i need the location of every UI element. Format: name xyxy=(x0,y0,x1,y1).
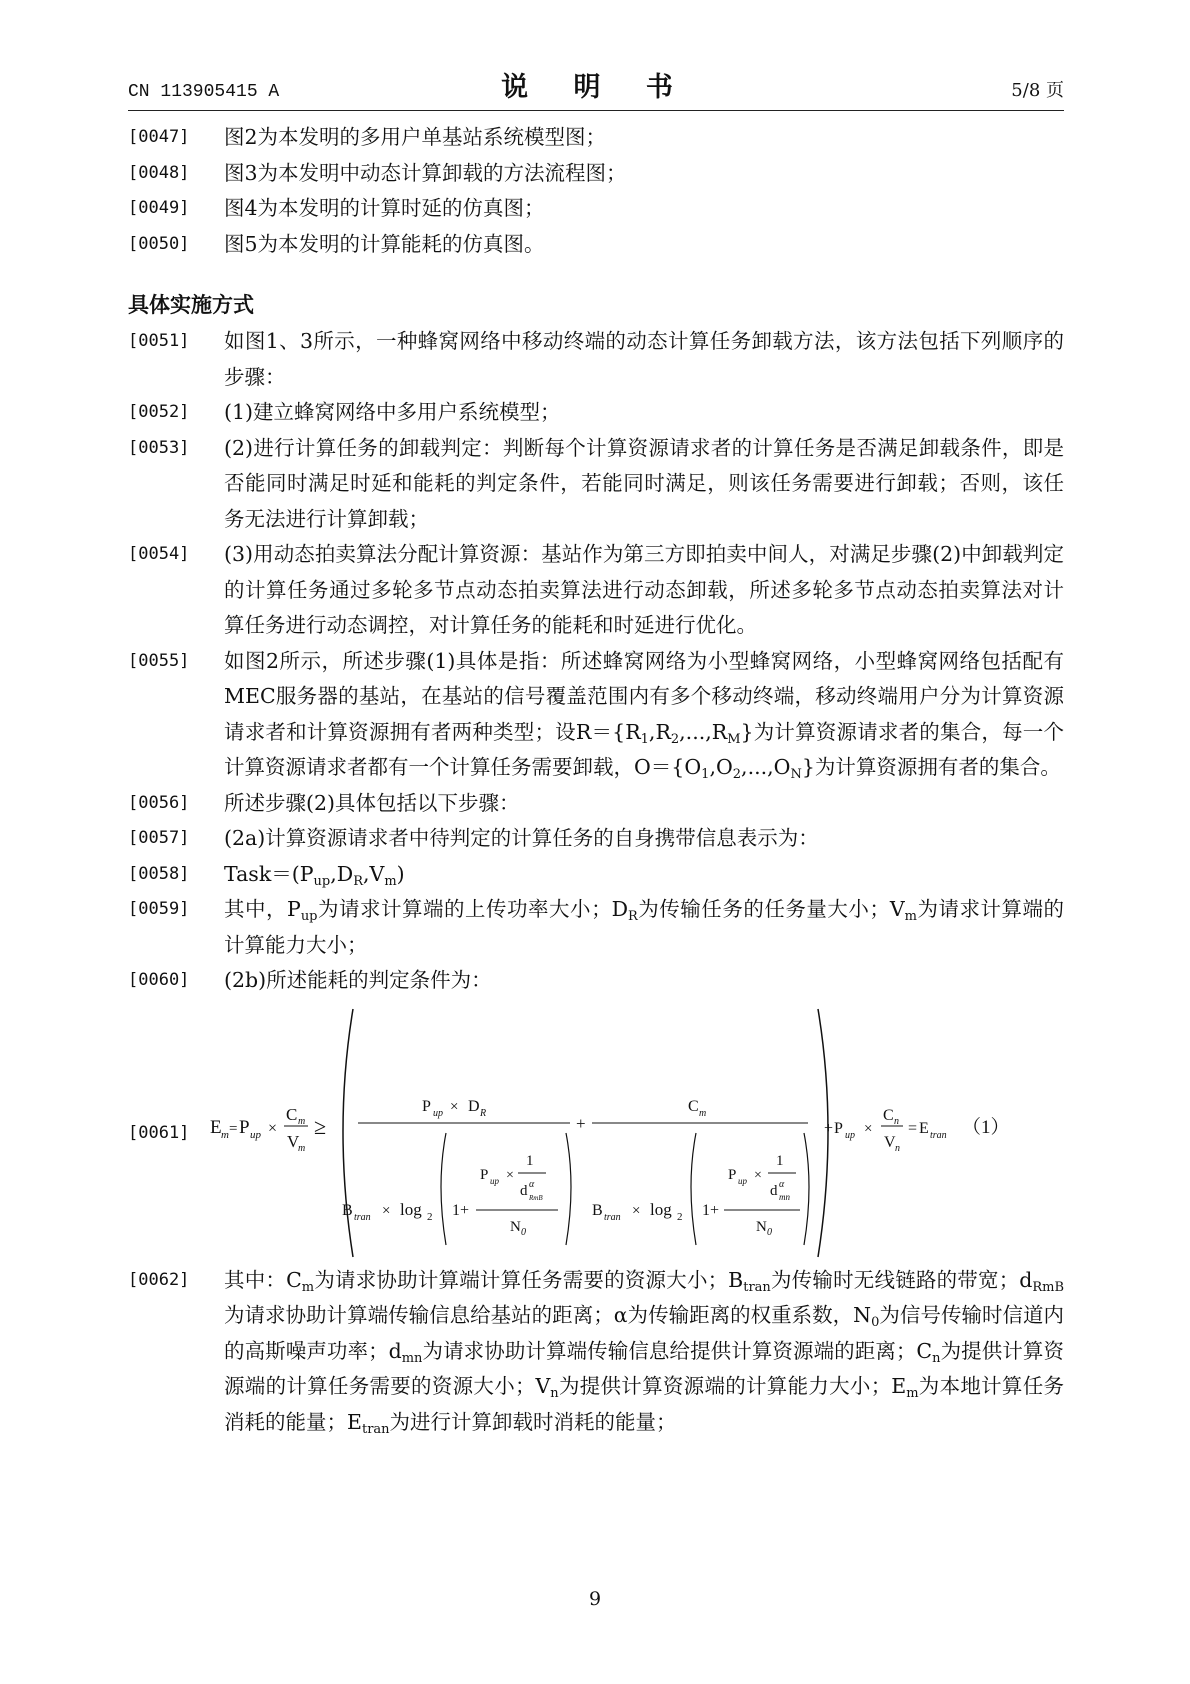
paragraph-number: [0047] xyxy=(128,127,190,147)
sym-D: D xyxy=(468,1097,480,1115)
sub-m: m xyxy=(298,1142,306,1154)
sym-times: × xyxy=(268,1119,278,1137)
paragraph-text: 其中，$P_{up}$为请求计算端的上传功率大小；$D_R$为传输任务的任务量大小；$V_m$为请求计算端的计算能力大小； xyxy=(224,897,1065,957)
sym-E: E xyxy=(210,1116,222,1138)
sym-P: P xyxy=(728,1166,737,1183)
paragraph-number: [0054] xyxy=(128,544,190,564)
paragraph-number: [0058] xyxy=(128,863,190,884)
paragraph-number: [0056] xyxy=(128,792,190,813)
task-tuple: $Task=(P_{up},D_R,V_m)$ xyxy=(224,861,405,889)
paragraph-0053 xyxy=(128,431,1064,538)
paragraph-text: 其中：$C_m$为请求协助计算端计算任务需要的资源大小；$B_{tran}$为传输时无线链路的带宽；$d_{RmB}$为请求协助计算端传输信息给基站的距离；α为传输距离的权重系数，$N_0$为信号传输时信道内的高斯噪声功率；$d_{mn}$为请求协助计算端传输信息给提供计算资源端的距离；$C_n$为提供计算资源端的计算任务需要的资源大小；$V_n$为提供计算资源端的计算能力大小；$E_m$为本地计算任务消耗的能量；$E_{tran}$为进行计算卸载时消耗的能量； xyxy=(224,1267,1065,1437)
sub-n: n xyxy=(894,1115,899,1127)
sub-up: up xyxy=(433,1107,443,1119)
paragraph-0055 xyxy=(128,644,1064,786)
page-footer xyxy=(0,1588,1190,1610)
sub-up: up xyxy=(738,1175,747,1186)
paragraph-0047 xyxy=(128,120,1064,156)
sym-eq: = xyxy=(908,1119,918,1137)
sym-log: log xyxy=(400,1199,422,1219)
paragraph-0057 xyxy=(128,821,1064,857)
paragraph-0059 xyxy=(128,892,1064,963)
paragraph-number: [0062] xyxy=(128,1269,190,1290)
sym-eq: = xyxy=(229,1120,238,1137)
sym-B: B xyxy=(342,1201,353,1219)
sub-RmB: RmB xyxy=(529,1193,543,1202)
sym-N: N xyxy=(510,1218,521,1235)
paragraph-text: 图4为本发明的计算时延的仿真图； xyxy=(224,196,545,220)
inner-paren-right xyxy=(566,1133,571,1245)
sub-n: n xyxy=(895,1142,900,1154)
sub-up: up xyxy=(845,1129,855,1141)
sub-tran: tran xyxy=(604,1211,621,1223)
sym-one: 1 xyxy=(776,1152,784,1169)
sym-P: P xyxy=(422,1097,431,1115)
page-header xyxy=(128,64,1064,108)
paragraph-number: [0048] xyxy=(128,162,190,183)
sub-up: up xyxy=(250,1128,261,1141)
paragraph-text: (1)建立蜂窝网络中多用户系统模型； xyxy=(224,400,561,424)
sym-P: P xyxy=(834,1119,843,1137)
energy-formula xyxy=(128,1005,1064,1263)
sup-alpha: α xyxy=(779,1178,785,1190)
paragraph-number: [0057] xyxy=(128,828,190,848)
sub-up: up xyxy=(490,1175,499,1186)
paragraph-0051 xyxy=(128,324,1064,395)
sym-log: log xyxy=(650,1199,672,1219)
page-number: 9 xyxy=(588,1588,602,1610)
sym-N: N xyxy=(756,1218,767,1235)
sym-C: C xyxy=(688,1097,699,1115)
sym-plus: + xyxy=(576,1113,586,1133)
sub-2: 2 xyxy=(427,1210,433,1223)
paragraph-0048 xyxy=(128,156,1064,192)
paragraph-0049 xyxy=(128,191,1064,227)
sym-B: B xyxy=(592,1201,603,1219)
sub-tran: tran xyxy=(930,1129,947,1141)
sym-C: C xyxy=(883,1106,894,1124)
sub-m: m xyxy=(298,1115,306,1127)
paragraph-text: (2a)计算资源请求者中待判定的计算任务的自身携带信息表示为： xyxy=(224,826,819,850)
sym-times: × xyxy=(754,1167,762,1183)
formula-block xyxy=(128,1005,1064,1263)
paragraph-text: 图3为本发明中动态计算卸载的方法流程图； xyxy=(224,160,627,185)
document-body xyxy=(128,120,1064,1440)
sub-0: 0 xyxy=(521,1226,526,1238)
sym-C: C xyxy=(286,1104,298,1124)
paragraph-0056 xyxy=(128,786,1064,822)
section-heading: 具体实施方式 xyxy=(128,293,254,317)
sym-P: P xyxy=(239,1116,250,1138)
sub-m: m xyxy=(699,1107,707,1119)
paragraph-0062 xyxy=(128,1263,1064,1441)
paragraph-text: (2b)所述能耗的判定条件为： xyxy=(224,968,492,992)
paragraph-number: [0051] xyxy=(128,331,190,351)
paragraph-number: [0055] xyxy=(128,650,190,671)
sym-one-plus: 1+ xyxy=(702,1201,720,1219)
paragraph-0050 xyxy=(128,227,1064,263)
sym-V: V xyxy=(884,1133,896,1151)
sym-times: × xyxy=(864,1120,873,1137)
sym-times: × xyxy=(382,1202,391,1219)
sym-times: × xyxy=(506,1167,514,1183)
paragraph-text: 图2为本发明的多用户单基站系统模型图； xyxy=(224,125,607,149)
sym-plus: + xyxy=(824,1119,834,1137)
sym-one-plus: 1+ xyxy=(452,1201,470,1219)
sym-d: d xyxy=(770,1182,778,1199)
sym-V: V xyxy=(287,1131,300,1151)
document-number: CN 113905415 A xyxy=(128,82,280,102)
paragraph-number: [0060] xyxy=(128,970,190,990)
paragraph-text: 如图2所示，所述步骤(1)具体是指：所述蜂窝网络为小型蜂窝网络，小型蜂窝网络包括配有MEC服务器的基站，在基站的信号覆盖范围内有多个移动终端，移动终端用户分为计算资源请求者和计算资源拥有者两种类型；设$R=\{R_1,R_2,...,R_M\}$为计算资源请求者的集合，每一个计算资源请求者都有一个计算任务需要卸载，$O=\{O_1,O_2,...,O_N\}$为计算资源拥有者的集合。 xyxy=(224,648,1064,782)
paragraph-text: 如图1、3所示，一种蜂窝网络中移动终端的动态计算任务卸载方法，该方法包括下列顺序的步骤： xyxy=(224,329,1064,389)
paragraph-0054 xyxy=(128,537,1064,644)
sym-times: × xyxy=(632,1202,641,1219)
outer-paren-left xyxy=(343,1009,353,1257)
paragraph-text: (2)进行计算任务的卸载判定：判断每个计算资源请求者的计算任务是否满足卸载条件，即是否能同时满足时延和能耗的判定条件，若能同时满足，则该任务需要进行卸载；否则，该任务无法进行计算卸载； xyxy=(224,435,1064,531)
sub-m: m xyxy=(221,1128,229,1141)
paragraph-text: 图5为本发明的计算能耗的仿真图。 xyxy=(224,231,545,256)
paragraph-number: [0061] xyxy=(128,1122,190,1143)
paragraph-number: [0049] xyxy=(128,198,190,218)
sym-one: 1 xyxy=(526,1152,534,1169)
sub-0: 0 xyxy=(767,1226,772,1238)
sym-E: E xyxy=(919,1119,929,1137)
equation-number: （1） xyxy=(962,1116,1010,1138)
sup-alpha: α xyxy=(529,1178,535,1190)
page-title: 说 明 书 xyxy=(501,72,691,103)
paragraph-number: [0050] xyxy=(128,233,190,254)
sub-2: 2 xyxy=(677,1210,683,1223)
header-divider xyxy=(128,110,1064,111)
paragraph-0058 xyxy=(128,857,1064,893)
paragraph-number: [0059] xyxy=(128,899,190,919)
inner-paren-left xyxy=(691,1133,696,1245)
paragraph-0052 xyxy=(128,395,1064,431)
paragraph-text: (3)用动态拍卖算法分配计算资源：基站作为第三方即拍卖中间人，对满足步骤(2)中卸载判定的计算任务通过多轮多节点动态拍卖算法进行动态卸载，所述多轮多节点动态拍卖算法对计算任务进行动态调控，对计算任务的能耗和时延进行优化。 xyxy=(224,542,1064,637)
inner-paren-left xyxy=(441,1133,446,1245)
paragraph-number: [0052] xyxy=(128,402,190,422)
sym-times: × xyxy=(450,1098,459,1115)
paragraph-number: [0053] xyxy=(128,437,190,458)
paragraph-text: 所述步骤(2)具体包括以下步骤： xyxy=(224,790,520,815)
sym-P: P xyxy=(480,1166,489,1183)
page-indicator: 5/8 页 xyxy=(1011,80,1064,101)
sym-geq: ≥ xyxy=(314,1113,327,1139)
sub-mn: mn xyxy=(779,1191,790,1202)
sub-R: R xyxy=(480,1107,487,1119)
paragraph-0060 xyxy=(128,963,1064,999)
inner-paren-right xyxy=(804,1133,809,1245)
sym-d: d xyxy=(520,1182,528,1199)
sub-tran: tran xyxy=(354,1211,371,1223)
